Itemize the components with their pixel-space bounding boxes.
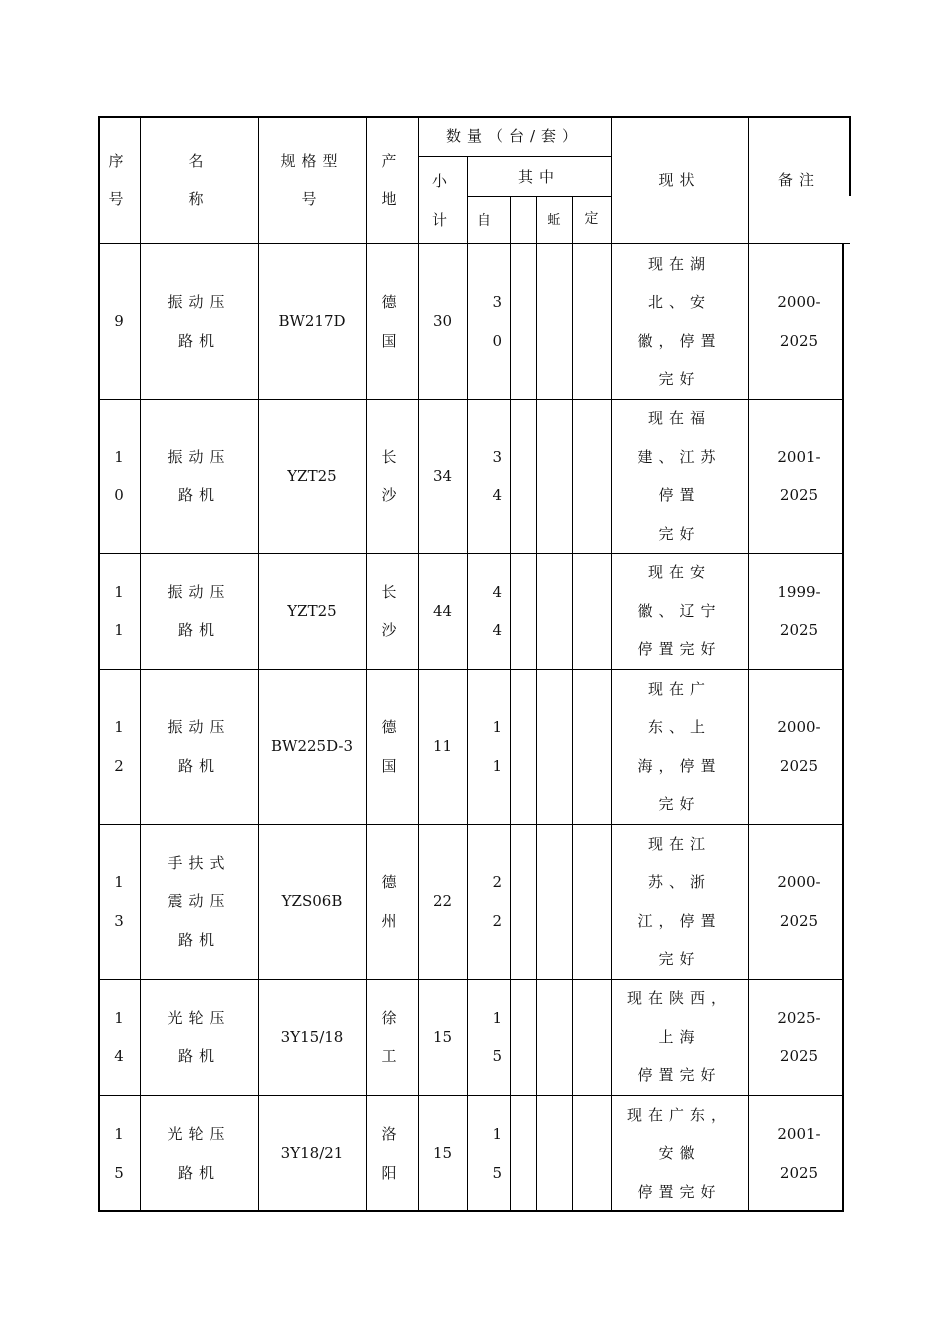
- cell-origin: [366, 979, 418, 1095]
- row-separator: [98, 399, 843, 400]
- cell-name-line: 路机: [177, 930, 220, 949]
- cell-origin: [366, 824, 418, 979]
- header-name-line: 称: [188, 190, 210, 208]
- cell-remark: [748, 979, 850, 1095]
- cell-name-line: 振动压: [167, 582, 231, 601]
- cell-status-line: 完好: [658, 370, 701, 388]
- cell-subtotal-line: 15: [432, 1144, 453, 1163]
- cell-subtotal-line: 22: [432, 892, 453, 911]
- cell-remark-line: 2025: [779, 1163, 819, 1182]
- cell-origin-line: 长: [381, 447, 403, 466]
- column-divider: [467, 157, 468, 1212]
- cell-spec-line: BW217D: [278, 312, 346, 331]
- cell-spec-line: YZS06B: [281, 892, 343, 911]
- cell-spec-line: BW225D-3: [271, 737, 353, 756]
- header-bottom-rule: [98, 243, 850, 244]
- column-divider: [748, 116, 749, 1212]
- cell-spec: [258, 669, 366, 824]
- header-quantity: 数量（台/套）: [445, 127, 584, 146]
- cell-origin-line: 德: [381, 718, 403, 736]
- cell-name-line: 振动压: [167, 293, 231, 311]
- cell-seq-line: 1: [114, 1125, 124, 1143]
- cell-spec: [258, 1095, 366, 1212]
- cell-origin-line: 沙: [381, 486, 403, 504]
- cell-status-line: 建、江苏: [637, 447, 722, 466]
- cell-status: [611, 979, 748, 1095]
- cell-name-line: 振动压: [167, 447, 231, 466]
- cell-own: [467, 553, 510, 669]
- cell-remark-line: 2000-: [777, 293, 821, 311]
- cell-status-line: 完好: [658, 950, 701, 968]
- cell-name-line: 路机: [177, 621, 220, 639]
- cell-origin-line: 长: [381, 582, 403, 601]
- cell-remark: [748, 553, 850, 669]
- cell-status-line: 停置: [658, 486, 701, 504]
- table-right-border: [842, 244, 844, 1212]
- cell-remark-line: 2025-: [777, 1008, 821, 1027]
- cell-remark: [748, 399, 850, 553]
- cell-own-line: 2: [492, 873, 502, 891]
- cell-remark-line: 2000-: [777, 718, 821, 736]
- cell-origin: [366, 399, 418, 553]
- cell-origin-line: 徐: [381, 1008, 403, 1027]
- cell-spec-line: YZT25: [287, 601, 337, 620]
- cell-subtotal-line: 15: [432, 1027, 453, 1046]
- cell-remark-line: 2025: [779, 621, 819, 639]
- header-seq-line: 号: [108, 190, 130, 208]
- cell-seq-line: 3: [114, 911, 124, 930]
- column-divider: [510, 197, 511, 1212]
- cell-remark-line: 2025: [779, 486, 819, 504]
- cell-subtotal: [418, 553, 467, 669]
- table-right-border: [849, 116, 851, 196]
- cell-spec-line: 3Y18/21: [280, 1144, 344, 1163]
- header-sub-a: 自: [477, 212, 491, 229]
- cell-status-line: 东、上: [647, 718, 711, 736]
- cell-name-line: 路机: [177, 486, 220, 504]
- cell-remark: [748, 244, 850, 399]
- cell-subtotal: [418, 979, 467, 1095]
- table-top-border: [98, 116, 850, 118]
- cell-name-line: 路机: [177, 1047, 220, 1065]
- cell-own-line: 3: [492, 447, 502, 466]
- column-divider: [140, 116, 141, 1212]
- cell-status-line: 苏、浙: [647, 873, 711, 891]
- header-name-line: 名: [188, 151, 210, 170]
- header-status: 现状: [658, 170, 701, 189]
- cell-own-line: 1: [492, 1125, 502, 1143]
- cell-subtotal: [418, 244, 467, 399]
- cell-origin-line: 德: [381, 293, 403, 311]
- cell-status-line: 完好: [658, 524, 701, 543]
- cell-spec: [258, 553, 366, 669]
- cell-subtotal: [418, 399, 467, 553]
- cell-spec-line: 3Y15/18: [280, 1027, 344, 1046]
- cell-seq: [98, 244, 140, 399]
- cell-remark-line: 2025: [779, 1047, 819, 1065]
- equipment-table: [98, 116, 850, 1212]
- cell-status-line: 北、安: [647, 293, 711, 311]
- cell-name-line: 光轮压: [167, 1125, 231, 1143]
- cell-own: [467, 1095, 510, 1212]
- column-divider: [536, 197, 537, 1212]
- cell-name-line: 手扶式: [167, 853, 231, 872]
- cell-origin-line: 国: [381, 756, 403, 775]
- cell-name: [140, 244, 258, 399]
- cell-own-line: 4: [492, 621, 502, 639]
- cell-remark-line: 2001-: [777, 1125, 821, 1143]
- cell-seq-line: 1: [114, 621, 124, 639]
- column-divider: [258, 116, 259, 1212]
- cell-name-line: 振动压: [167, 718, 231, 736]
- cell-status: [611, 399, 748, 553]
- cell-status-line: 现在广: [647, 679, 711, 698]
- row-separator: [98, 669, 843, 670]
- header-seq: [98, 116, 140, 244]
- cell-seq-line: 4: [114, 1047, 124, 1065]
- header-remark: 备注: [777, 170, 820, 189]
- cell-status-line: 现在广东，: [626, 1105, 732, 1124]
- cell-status-line: 江，停置: [637, 911, 722, 930]
- cell-status: [611, 553, 748, 669]
- cell-name-line: 路机: [177, 1163, 220, 1182]
- cell-own: [467, 979, 510, 1095]
- cell-subtotal: [418, 824, 467, 979]
- row-separator: [98, 1095, 843, 1096]
- table-bottom-border: [98, 1210, 843, 1212]
- cell-name-line: 震动压: [167, 892, 231, 911]
- cell-origin: [366, 669, 418, 824]
- cell-origin-line: 沙: [381, 621, 403, 639]
- header-origin: [366, 116, 418, 244]
- cell-seq: [98, 669, 140, 824]
- column-divider: [572, 197, 573, 1212]
- cell-status-line: 停置完好: [637, 640, 722, 659]
- cell-seq: [98, 824, 140, 979]
- header-origin-line: 产: [381, 151, 403, 170]
- cell-status-line: 上海: [658, 1027, 701, 1046]
- cell-own-line: 5: [492, 1047, 502, 1065]
- cell-own-line: 1: [492, 756, 502, 775]
- cell-status-line: 现在江: [647, 834, 711, 853]
- cell-remark-line: 2025: [779, 756, 819, 775]
- cell-seq-line: 5: [114, 1163, 124, 1182]
- cell-status-line: 现在福: [647, 409, 711, 427]
- cell-name-line: 路机: [177, 331, 220, 350]
- cell-origin-line: 洛: [381, 1125, 403, 1143]
- cell-status-line: 徽、辽宁: [637, 601, 722, 620]
- cell-seq: [98, 979, 140, 1095]
- cell-status-line: 安徽: [658, 1144, 701, 1163]
- cell-name: [140, 979, 258, 1095]
- cell-subtotal-line: 11: [432, 737, 453, 756]
- cell-seq-line: 1: [114, 582, 124, 601]
- header-subtotal: [418, 157, 467, 244]
- cell-remark: [748, 824, 850, 979]
- cell-remark: [748, 1095, 850, 1212]
- cell-status-line: 海，停置: [637, 756, 722, 775]
- cell-spec: [258, 979, 366, 1095]
- cell-spec: [258, 824, 366, 979]
- cell-origin: [366, 244, 418, 399]
- cell-name-line: 路机: [177, 756, 220, 775]
- cell-seq-line: 0: [114, 486, 124, 504]
- cell-status-line: 停置完好: [637, 1066, 722, 1085]
- header-spec-line: 号: [301, 190, 323, 208]
- header-sub-b: [510, 197, 536, 244]
- cell-origin-line: 阳: [381, 1163, 403, 1182]
- cell-own-line: 2: [492, 911, 502, 930]
- cell-name: [140, 824, 258, 979]
- header-subtotal-line: 计: [431, 210, 453, 229]
- header-subtotal-line: 小: [431, 172, 453, 190]
- cell-own: [467, 399, 510, 553]
- cell-remark-line: 1999-: [777, 582, 821, 601]
- cell-name-line: 光轮压: [167, 1008, 231, 1027]
- cell-own-line: 1: [492, 718, 502, 736]
- cell-spec-line: YZT25: [287, 466, 337, 485]
- header-seq-line: 序: [108, 151, 130, 170]
- cell-name: [140, 1095, 258, 1212]
- cell-seq-line: 1: [114, 447, 124, 466]
- header-rule: [418, 156, 611, 157]
- cell-spec: [258, 399, 366, 553]
- cell-status-line: 现在安: [647, 563, 711, 582]
- cell-remark-line: 2025: [779, 331, 819, 350]
- cell-remark-line: 2001-: [777, 447, 821, 466]
- cell-seq-line: 1: [114, 1008, 124, 1027]
- cell-name: [140, 399, 258, 553]
- cell-own-line: 5: [492, 1163, 502, 1182]
- cell-remark-line: 2025: [779, 911, 819, 930]
- cell-status-line: 徽，停置: [637, 331, 722, 350]
- row-separator: [98, 979, 843, 980]
- cell-status-line: 现在陕西，: [626, 989, 732, 1008]
- cell-own: [467, 244, 510, 399]
- cell-remark: [748, 669, 850, 824]
- cell-seq: [98, 399, 140, 553]
- row-separator: [98, 824, 843, 825]
- cell-status: [611, 824, 748, 979]
- cell-subtotal: [418, 1095, 467, 1212]
- row-separator: [98, 553, 843, 554]
- cell-status: [611, 669, 748, 824]
- column-divider: [418, 116, 419, 1212]
- column-divider: [611, 116, 612, 1212]
- cell-subtotal: [418, 669, 467, 824]
- cell-seq-line: 2: [114, 756, 124, 775]
- cell-name: [140, 669, 258, 824]
- cell-seq-line: 9: [114, 312, 124, 331]
- cell-seq: [98, 553, 140, 669]
- cell-subtotal-line: 34: [432, 466, 453, 485]
- cell-own-line: 4: [492, 486, 502, 504]
- header-origin-line: 地: [381, 190, 403, 208]
- header-sub-d: 定: [584, 210, 599, 227]
- cell-origin-line: 国: [381, 331, 403, 350]
- cell-status-line: 停置完好: [637, 1182, 722, 1201]
- header-among: 其中: [517, 167, 560, 186]
- cell-status: [611, 244, 748, 399]
- cell-own-line: 1: [492, 1008, 502, 1027]
- cell-status-line: 现在湖: [647, 254, 711, 273]
- column-divider: [366, 116, 367, 1212]
- cell-seq-line: 1: [114, 873, 124, 891]
- cell-status-line: 完好: [658, 795, 701, 813]
- header-sub-c: 蚯: [547, 212, 561, 228]
- cell-own-line: 4: [492, 582, 502, 601]
- header-spec: [258, 116, 366, 244]
- cell-remark-line: 2000-: [777, 873, 821, 891]
- cell-subtotal-line: 30: [432, 312, 453, 331]
- header-name: [140, 116, 258, 244]
- cell-origin-line: 德: [381, 873, 403, 891]
- header-spec-line: 规格型: [280, 151, 344, 170]
- cell-origin: [366, 1095, 418, 1212]
- cell-seq-line: 1: [114, 718, 124, 736]
- cell-spec: [258, 244, 366, 399]
- cell-origin: [366, 553, 418, 669]
- cell-origin-line: 州: [381, 911, 403, 930]
- cell-own: [467, 669, 510, 824]
- cell-seq: [98, 1095, 140, 1212]
- cell-origin-line: 工: [381, 1047, 403, 1065]
- cell-own-line: 3: [492, 293, 502, 311]
- cell-name: [140, 553, 258, 669]
- cell-own-line: 0: [492, 331, 502, 350]
- table-left-border: [98, 116, 100, 1212]
- cell-status: [611, 1095, 748, 1212]
- header-rule: [467, 196, 611, 197]
- cell-subtotal-line: 44: [432, 601, 453, 620]
- cell-own: [467, 824, 510, 979]
